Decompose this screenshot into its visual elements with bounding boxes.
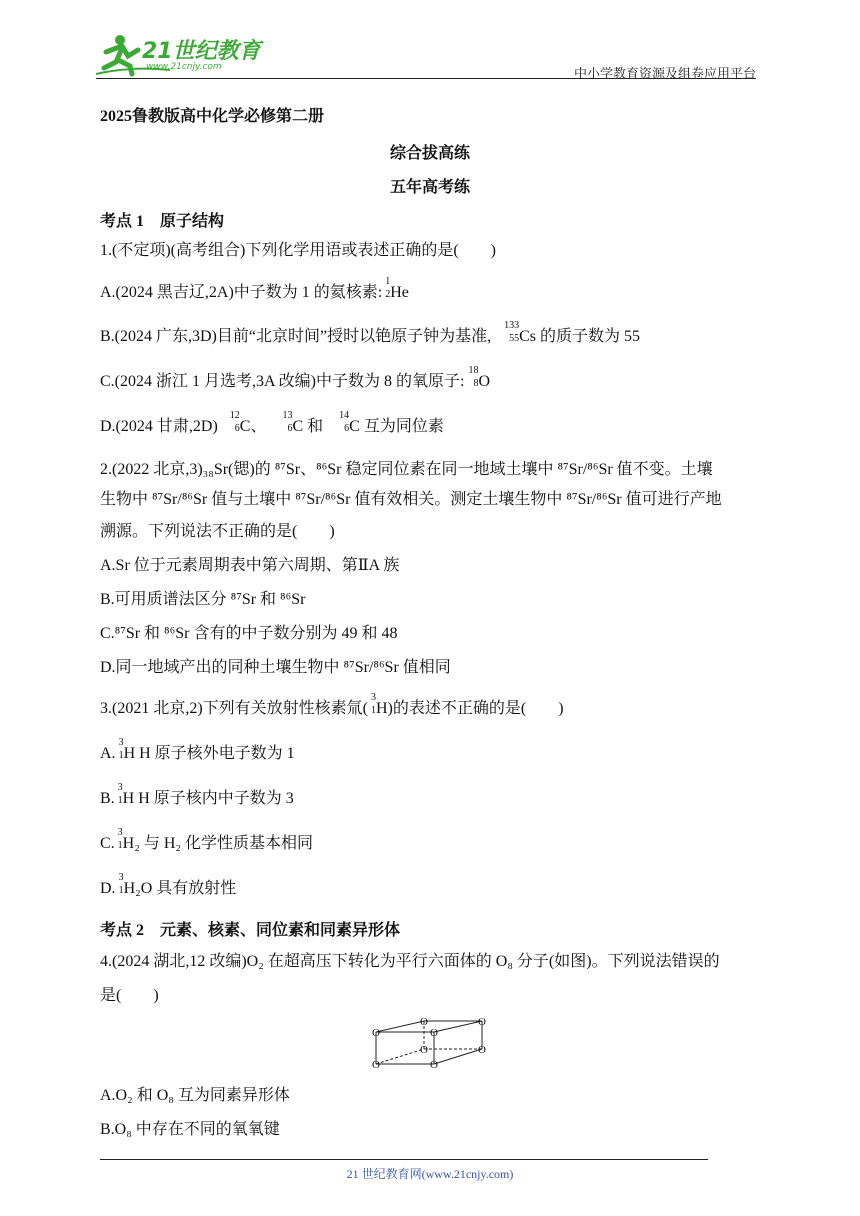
nuclide-o18: 18 8 — [468, 365, 479, 389]
atom-o: O — [372, 1027, 380, 1039]
question-4-option-b: B.O₈ 中存在不同的氧氧键 — [100, 1121, 280, 1138]
question-4-line-2: 是( ) — [100, 987, 159, 1004]
logo — [92, 30, 262, 80]
atom-o: O — [478, 1044, 486, 1056]
section-title-main: 综合拔高练 — [389, 145, 470, 162]
nuclide-cs: 133 55 — [504, 320, 520, 344]
question-1-option-b: B.(2024 广东,3D)目前“北京时间”授时以铯原子钟为基准, 133 55 Cs 的质子数为 55 — [100, 320, 640, 345]
question-2-line-2: 生物中 ⁸⁷Sr/⁸⁶Sr 值与土壤中 ⁸⁷Sr/⁸⁶Sr 值有效相关。测定土壤生物中 ⁸⁷Sr/⁸⁶Sr 值可进行产地 — [100, 491, 722, 508]
footer-text[interactable]: 21 世纪教育网(www.21cnjy.com) — [346, 1167, 514, 1181]
question-1-option-a: A.(2024 黑吉辽,2A)中子数为 1 的氦核素: 1 2 He — [100, 276, 409, 301]
logo-text: 21世纪教育 — [142, 39, 261, 64]
atom-o: O — [372, 1059, 380, 1071]
question-2-line-1: 2.(2022 北京,3)₃₈Sr(锶)的 ⁸⁷Sr、⁸⁶Sr 稳定同位素在同一地域土壤中 ⁸⁷Sr/⁸⁶Sr 值不变。土壤 — [100, 461, 713, 478]
o8-parallelepiped-icon — [366, 1012, 492, 1074]
atom-o: O — [420, 1016, 428, 1028]
nuclide-he: 1 2 — [385, 276, 391, 300]
section-title-sub: 五年高考练 — [389, 179, 470, 196]
question-2-option-b: B.可用质谱法区分 ⁸⁷Sr 和 ⁸⁶Sr — [100, 591, 306, 608]
question-3-option-d: D. 3 1 H₂O 具有放射性 — [100, 872, 237, 897]
question-3-stem: 3.(2021 北京,2)下列有关放射性核素氚( 3 1 H)的表述不正确的是( ) — [100, 692, 564, 717]
document-title: 2025鲁教版高中化学必修第二册 — [100, 108, 325, 125]
question-4-line-1: 4.(2024 湖北,12 改编)O₂ 在超高压下转化为平行六面体的 O₈ 分子(如图)。下列说法错误的 — [100, 953, 720, 970]
topic-heading-1: 考点 1 原子结构 — [100, 213, 225, 230]
header-divider — [96, 78, 756, 79]
question-2-option-a: A.Sr 位于元素周期表中第六周期、第ⅡA 族 — [100, 557, 400, 574]
topic-heading-2: 考点 2 元素、核素、同位素和同素异形体 — [100, 922, 401, 939]
o8-molecule-diagram — [366, 1012, 492, 1074]
question-1-stem: 1.(不定项)(高考组合)下列化学用语或表述正确的是( ) — [100, 242, 496, 259]
question-3-option-c: C. 3 1 H₂ 与 H₂ 化学性质基本相同 — [100, 827, 313, 852]
atom-o: O — [478, 1016, 486, 1028]
question-3-option-a: A. 3 1 H H 原子核外电子数为 1 — [100, 737, 295, 762]
atom-o: O — [430, 1027, 438, 1039]
question-1-option-d: D.(2024 甘肃,2D) 12 6 C、 13 6 C 和 14 6 C 互为同位素 — [100, 410, 444, 435]
footer-divider — [100, 1159, 708, 1160]
atom-o: O — [430, 1059, 438, 1071]
nuclide-c14: 14 6 — [339, 410, 350, 434]
nuclide-c13: 13 6 — [282, 410, 293, 434]
header-platform-text: 中小学教育资源及组卷应用平台 — [574, 66, 757, 81]
question-4-option-a: A.O₂ 和 O₈ 互为同素异形体 — [100, 1087, 290, 1104]
question-2-option-d: D.同一地域产出的同种土壤生物中 ⁸⁷Sr/⁸⁶Sr 值相同 — [100, 659, 451, 676]
nuclide-c12: 12 6 — [229, 410, 240, 434]
logo-url: www.21cnjy.com — [146, 62, 222, 72]
question-2-option-c: C.⁸⁷Sr 和 ⁸⁶Sr 含有的中子数分别为 49 和 48 — [100, 625, 398, 642]
atom-o: O — [420, 1044, 428, 1056]
question-2-line-3: 溯源。下列说法不正确的是( ) — [100, 523, 335, 540]
question-3-option-b: B. 3 1 H H 原子核内中子数为 3 — [100, 782, 294, 807]
nuclide-h3: 3 1 — [371, 692, 376, 716]
question-1-option-c: C.(2024 浙江 1 月选考,3A 改编)中子数为 8 的氧原子: 18 8 O — [100, 365, 491, 390]
